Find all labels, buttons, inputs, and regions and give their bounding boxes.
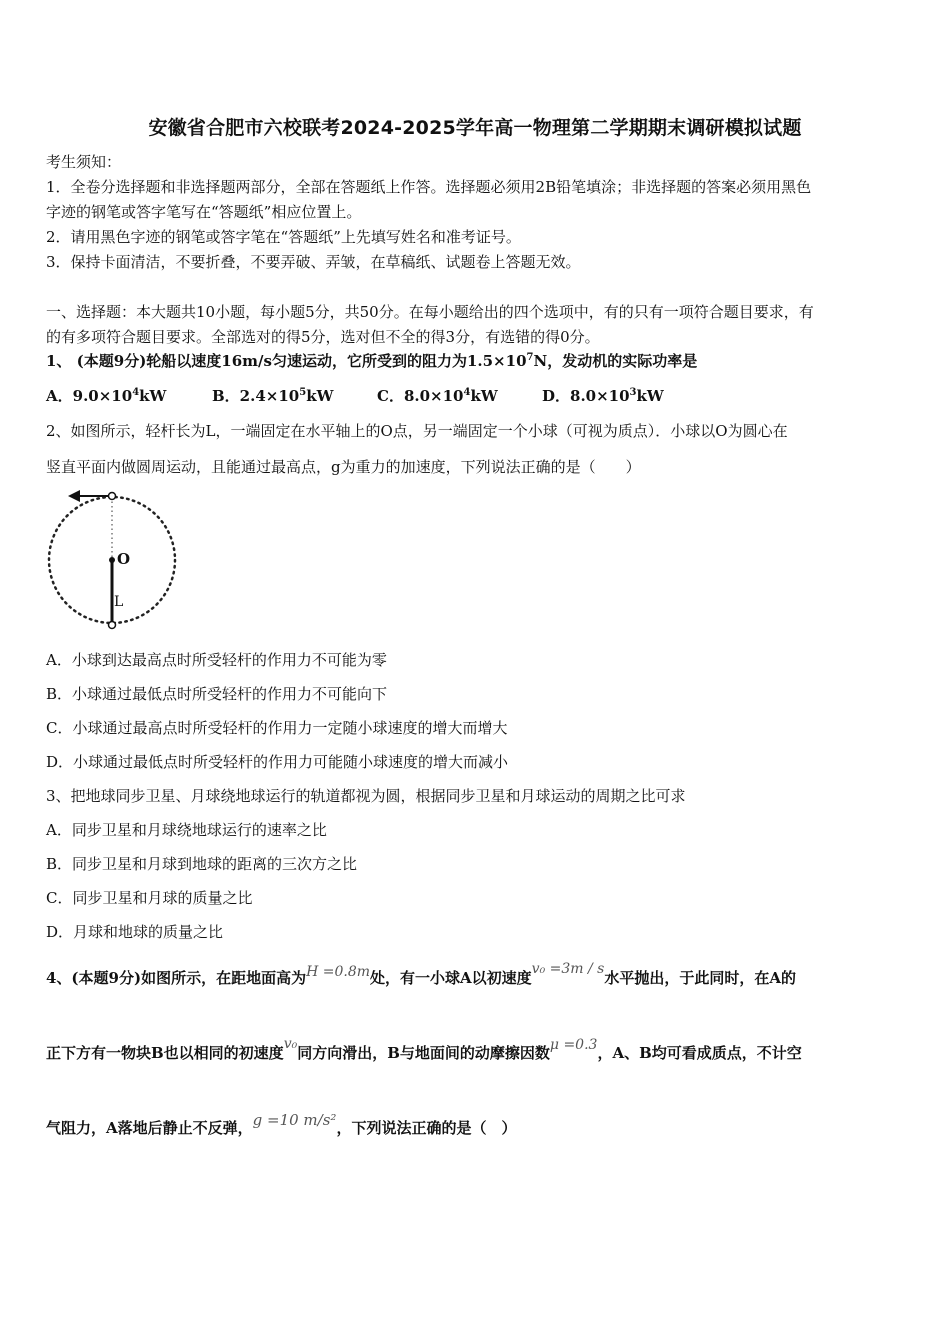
q1-stem-exp: 7 (526, 352, 534, 363)
q2-stem: 2、如图所示，轻杆长为L，一端固定在水平轴上的O点，另一端固定一个小球（可视为质点）．小球以O为圆心在 (46, 422, 788, 440)
q2-option-c[interactable]: C．小球通过最高点时所受轻杆的作用力一定随小球速度的增大而增大 (46, 719, 508, 737)
section-intro: 的有多项符合题目要求。全部选对的得5分，选对但不全的得3分，有选错的得0分。 (46, 328, 600, 346)
notice-item: 3．保持卡面清洁，不要折叠，不要弄破、弄皱，在草稿纸、试题卷上答题无效。 (46, 253, 581, 271)
q2-option-b[interactable]: B．小球通过最低点时所受轻杆的作用力不可能向下 (46, 685, 388, 703)
q1-option-d[interactable]: D．$8.0\times 10^3kW$ (542, 387, 664, 405)
q2-stem: 竖直平面内做圆周运动，且能通过最高点，g为重力的加速度，下列说法正确的是（ ） (46, 458, 641, 476)
pivot-point (109, 557, 115, 563)
q4-height-formula: H =0.8m (306, 964, 371, 980)
q1-stem-pre: 1、 (本题9分)轮船以速度16m/s匀速运动，它所受到的阻力为1.5×10 (46, 352, 527, 370)
q2-option-a[interactable]: A．小球到达最高点时所受轻杆的作用力不可能为零 (46, 651, 387, 669)
page-title: 安徽省合肥市六校联考2024-2025学年高一物理第二学期期末调研模拟试题 (148, 117, 802, 139)
notice-heading: 考生须知： (46, 153, 122, 171)
notice-item: 字迹的钢笔或答字笔写在“答题纸”相应位置上。 (46, 203, 362, 221)
q4-v0-formula: v₀ (283, 1036, 298, 1052)
center-label: O (117, 550, 131, 568)
notice-item: 2．请用黑色字迹的钢笔或答字笔在“答题纸”上先填写姓名和准考证号。 (46, 228, 521, 246)
q1-options (46, 385, 664, 406)
q1-stem (46, 351, 904, 371)
q1-option-b[interactable]: B．$2.4\times 10^5kW$ (212, 387, 334, 405)
rod-label: L (114, 594, 124, 610)
section-intro: 一、选择题：本大题共10小题，每小题5分，共50分。在每小题给出的四个选项中，有的只有一项符合题目要求，有 (46, 303, 814, 321)
top-ball (109, 493, 116, 500)
q1-option-a[interactable]: A．$9.0\times 10^4kW$ (46, 387, 167, 405)
q3-option-d[interactable]: D．月球和地球的质量之比 (46, 923, 224, 941)
q3-option-a[interactable]: A．同步卫星和月球绕地球运行的速率之比 (46, 821, 327, 839)
bottom-ball (109, 622, 116, 629)
q2-circle-figure (40, 485, 190, 635)
arrow-head-icon (68, 490, 80, 502)
q1-stem-post: N，发动机的实际功率是 (533, 352, 698, 370)
q2-option-d[interactable]: D．小球通过最低点时所受轻杆的作用力可能随小球速度的增大而减小 (46, 753, 509, 771)
q4-line-2: 正下方有一物块B也以相同的初速度v₀同方向滑出，B与地面间的动摩擦因数μ =0.3，A、B均可看成质点，不计空 (46, 1036, 802, 1062)
q4-line-3: 气阻力，A落地后静止不反弹，g =10 m/s²，下列说法正确的是（ ） (46, 1111, 517, 1137)
q3-option-c[interactable]: C．同步卫星和月球的质量之比 (46, 889, 253, 907)
notice-item: 1．全卷分选择题和非选择题两部分，全部在答题纸上作答。选择题必须用2B铅笔填涂；非选择题的答案必须用黑色 (46, 178, 812, 196)
q4-line-1: 4、(本题9分)如图所示，在距地面高为H =0.8m处，有一小球A以初速度v₀ =3m / s水平抛出，于此同时，在A的 (46, 961, 796, 987)
q1-option-c[interactable]: C．$8.0\times 10^4kW$ (377, 387, 498, 405)
q3-stem: 3、把地球同步卫星、月球绕地球运行的轨道都视为圆，根据同步卫星和月球运动的周期之比可求 (46, 787, 686, 805)
q4-gravity-formula: g =10 m/s² (252, 1111, 337, 1129)
q4-velocity-formula: v₀ =3m / s (531, 961, 605, 977)
q3-option-b[interactable]: B．同步卫星和月球到地球的距离的三次方之比 (46, 855, 358, 873)
q4-friction-formula: μ =0.3 (549, 1037, 598, 1053)
